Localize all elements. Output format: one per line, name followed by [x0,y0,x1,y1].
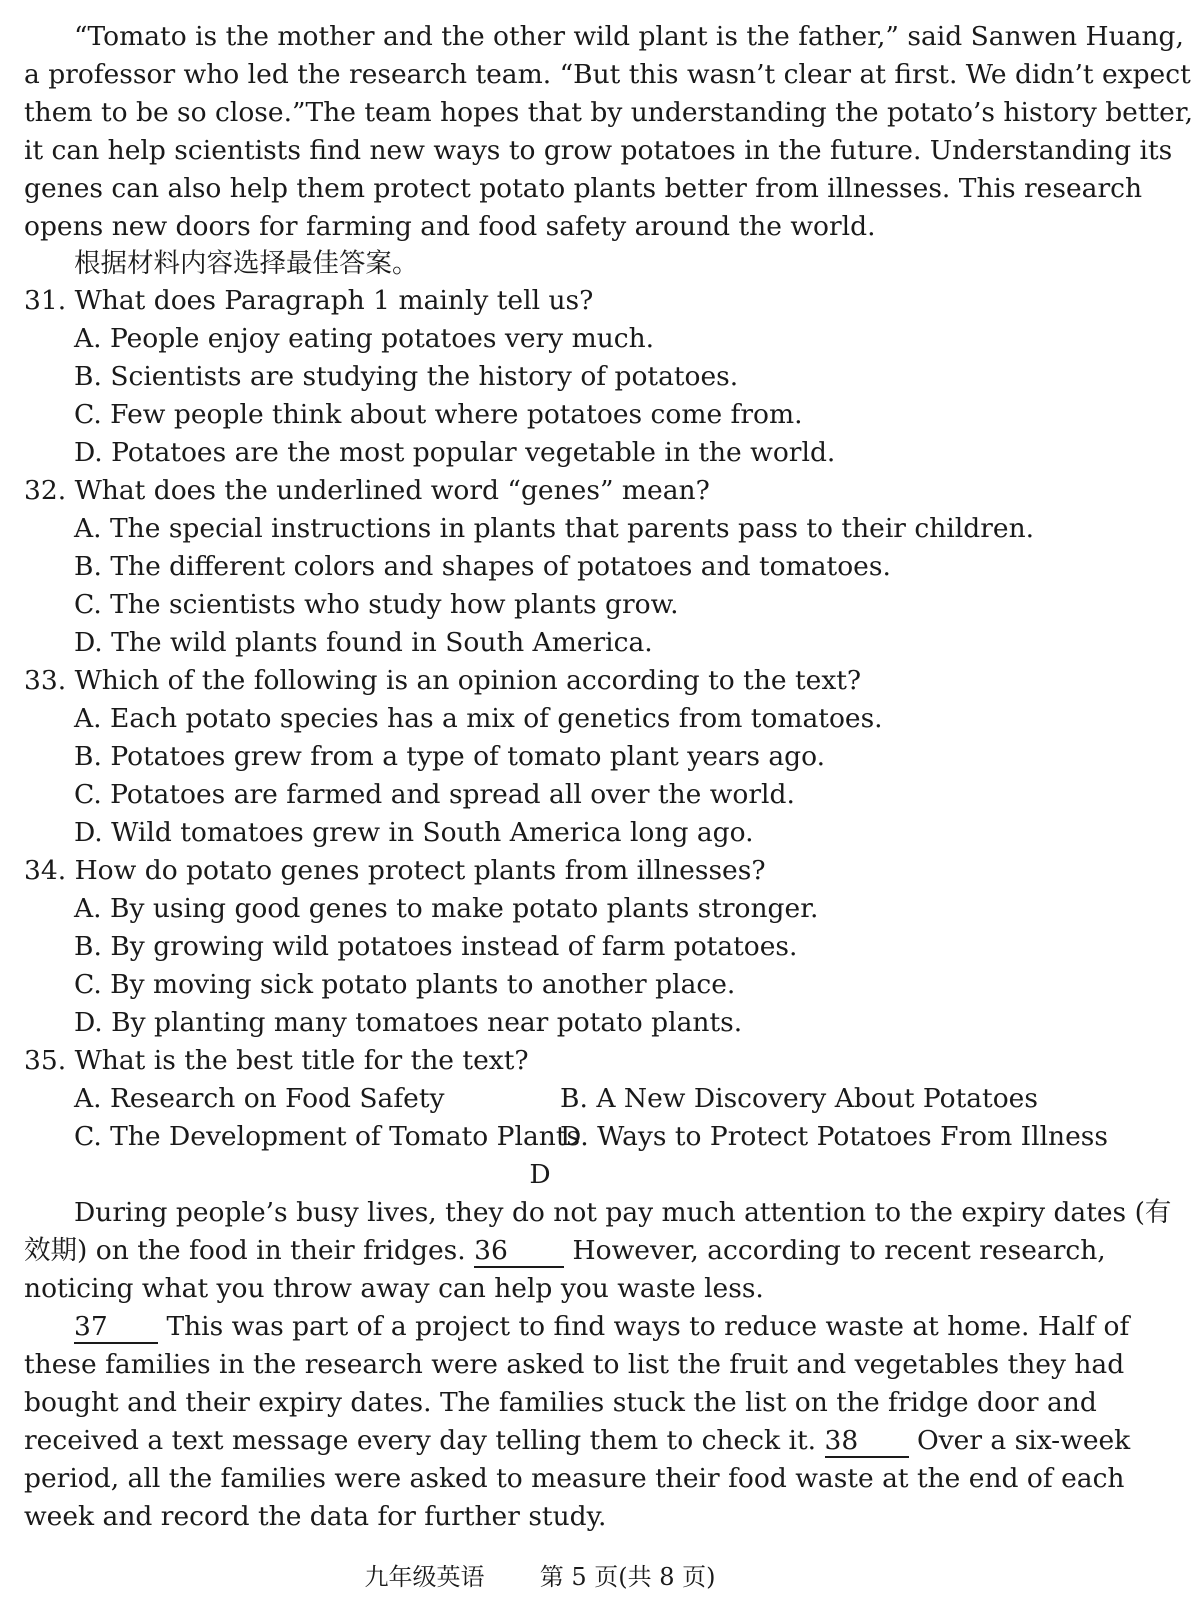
passage-text: 效期) on the food in their fridges. [24,1235,466,1266]
option-a[interactable]: A. Research on Food Safety [74,1083,445,1114]
passage-line: opens new doors for farming and food safety around the world. [24,211,876,242]
passage-line: bought and their expiry dates. The families stuck the list on the fridge door and [24,1387,1097,1418]
passage-line: a professor who led the research team. “But this wasn’t clear at first. We didn’t expect [24,59,1191,90]
option-b[interactable]: B. A New Discovery About Potatoes [560,1083,1038,1114]
passage-line: it can help scientists find new ways to grow potatoes in the future. Understanding its [24,135,1173,166]
passage-line: week and record the data for further study. [24,1501,607,1532]
passage-line: period, all the families were asked to measure their food waste at the end of each [24,1463,1125,1494]
section-heading: D [529,1159,551,1190]
instruction: 根据材料内容选择最佳答案。 [74,248,419,279]
blank-38[interactable]: 38 [825,1426,909,1458]
passage-line: them to be so close.”The team hopes that by understanding the potato’s history better, [24,97,1193,128]
option-a[interactable]: A. The special instructions in plants that parents pass to their children. [74,513,1035,544]
option-d[interactable]: D. Wild tomatoes grew in South America long ago. [74,817,754,848]
passage-line: noticing what you throw away can help you waste less. [24,1273,764,1304]
passage-text: received a text message every day telling them to check it. [24,1425,817,1456]
footer-subject: 九年级英语 [364,1563,485,1591]
option-d[interactable]: D. Potatoes are the most popular vegetable in the world. [74,437,836,468]
option-b[interactable]: B. The different colors and shapes of potatoes and tomatoes. [74,551,891,582]
footer-page-number: 第 5 页(共 8 页) [539,1563,716,1591]
question-stem: 32. What does the underlined word “genes” mean? [24,475,710,506]
passage-text: However, according to recent research, [572,1235,1106,1266]
blank-37[interactable]: 37 [74,1312,158,1344]
option-c[interactable]: C. By moving sick potato plants to another place. [74,969,736,1000]
question-stem: 34. How do potato genes protect plants from illnesses? [24,855,766,886]
passage-text: Over a six-week [916,1425,1131,1456]
option-d[interactable]: D. By planting many tomatoes near potato plants. [74,1007,743,1038]
option-a[interactable]: A. Each potato species has a mix of genetics from tomatoes. [74,703,883,734]
question-stem: 31. What does Paragraph 1 mainly tell us? [24,285,594,316]
option-d[interactable]: D. Ways to Protect Potatoes From Illness [560,1121,1108,1152]
option-b[interactable]: B. Scientists are studying the history of potatoes. [74,361,739,392]
option-c[interactable]: C. Few people think about where potatoes come from. [74,399,803,430]
passage-line: these families in the research were asked to list the fruit and vegetables they had [24,1349,1125,1380]
page-footer [0,1558,1080,1596]
question-stem: 35. What is the best title for the text? [24,1045,529,1076]
option-b[interactable]: B. Potatoes grew from a type of tomato plant years ago. [74,741,826,772]
option-c[interactable]: C. Potatoes are farmed and spread all over the world. [74,779,795,810]
option-c[interactable]: C. The scientists who study how plants grow. [74,589,679,620]
question-stem: 33. Which of the following is an opinion according to the text? [24,665,862,696]
passage-line [74,1308,1130,1346]
passage-text: This was part of a project to find ways to reduce waste at home. Half of [166,1311,1130,1342]
passage-line: During people’s busy lives, they do not pay much attention to the expiry dates (有 [74,1197,1172,1228]
passage-line: “Tomato is the mother and the other wild plant is the father,” said Sanwen Huang, [74,21,1184,52]
option-c[interactable]: C. The Development of Tomato Plants [74,1121,581,1152]
option-d[interactable]: D. The wild plants found in South America. [74,627,653,658]
option-a[interactable]: A. By using good genes to make potato plants stronger. [74,893,819,924]
option-a[interactable]: A. People enjoy eating potatoes very much. [74,323,655,354]
blank-36[interactable]: 36 [474,1236,564,1268]
option-b[interactable]: B. By growing wild potatoes instead of farm potatoes. [74,931,798,962]
passage-line: genes can also help them protect potato plants better from illnesses. This research [24,173,1143,204]
passage-line [24,1232,1106,1270]
passage-line [24,1422,1131,1460]
